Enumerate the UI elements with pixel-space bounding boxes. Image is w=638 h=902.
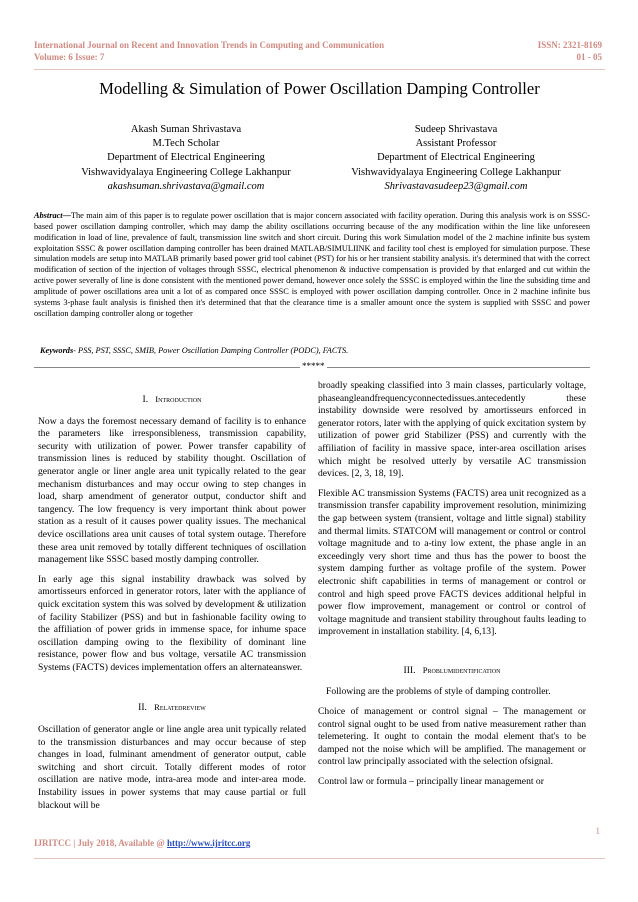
author-college: Vishwavidyalaya Engineering College Lakhanpur [351, 166, 561, 178]
abstract-label: Abstract [34, 211, 63, 220]
paper-title: Modelling & Simulation of Power Oscillation Damping Controller [99, 79, 540, 98]
section-heading-introduction: I. Introduction [142, 394, 202, 405]
paragraph: Now a days the foremost necessary demand of facility is to enhance the parameters like irresponsibleness, transmission capability, security with utilization of power. Power transfer capability of transmission lines is reduced by stability thought. Oscillation of generator angle or liner angle area unit typically related to the gear mechanism disturbances and may occur owing to step changes in load, sharp amendment of generator output, conductor shift and tangency. The low frequency is very important think about power station as a result of it causes power quality issues. The mechanical device oscillations area unit causes of total system outage. Therefore these area unit removed by totally different techniques of oscillation management like SSSC based mostly damping controller. [38, 415, 306, 566]
footer [34, 838, 250, 848]
author-college: Vishwavidyalaya Engineering College Lakhanpur [81, 166, 291, 178]
paragraph: Control law or formula – principally linear management or [318, 776, 544, 788]
journal-volume: Volume: 6 Issue: 7 [34, 52, 105, 62]
paragraph: Oscillation of generator angle or line angle area unit typically related to the transmission disturbances and may occur because of step changes in load, fulminant amendment of generator output, cable switching and short circuit. Totally different modes of rotor oscillation are native mode, intra-area mode and inter-area mode. Instability issues in power systems that may cause partial or full blackout will be [38, 724, 306, 811]
left-column [38, 393, 306, 819]
header-rule [34, 69, 605, 70]
abstract-text: The main aim of this paper is to regulate power oscillation that is major concern associated with facility operation. During this analysis work is on SSSC-based power oscillation damping controller, which may damp the ability oscillations occurring because of the any modification within the line like unforeseen modification in load of line, prevalence of fault, transmission line switch and short circuit. During this work Simulation model of the 2 machine infinite bus system exploitation SSSC & power oscillation damping controller has been drained MATLAB/SIMULIINK and facility tool chest is employed for simulation purpose. These simulation models are setup into MATLAB primarily based power grid tool cabinet (PST) for his or her transient stability analysis. it's determined that with the correct modification of section of the injection of voltages through SSSC, electrical phenomenon & inductive compensation is provided by that enlarged and cut within the active power severally of line is done consistent with the mentioned power demand, however once solely the SSSC is employed within the line the subsiding time and amplitude of power oscillations area unit a lot of as compared once SSSC is employed with power oscillation damping controller. Once in 2 machine infinite bus systems 3-phase fault analysis is finished then it's determined that that the clearance time is a smaller amount once the system is supplied with SSSC and power oscillation damping controller along or together [34, 211, 590, 318]
paragraph: Flexible AC transmission Systems (FACTS) area unit recognized as a transmission transfer capability improvement resolution, minimizing the gap between system (transient, voltage and little signal) stability and thermal limits. STATCOM will management or control or control voltage magnitude and to a-tiny low extent, the phase angle in an exceedingly very short time and thus has the power to boost the system damping further as voltage profile of the system. Power electronic shift capabilities in terms of management or control or control and high speed prove FACTS devices additional helpful in power flow improvement, management or control or control of voltage magnitude and transient stability throughout faults leading to improvement in installation stability. [4, 6,13]. [318, 487, 586, 638]
paragraph: broadly speaking classified into 3 main classes, particularly voltage, phaseangleandfrequencyconnectedissues.antecedently these instability downside were resolved by amortisseurs enforced in generator rotors, later with the applying of quick excitation system by utilization of power grid Stabilizer (PSS) and currently with the affiliation of facility in massive space, inter-area oscillation arises which might be resolved utterly by versatile AC transmission devices. [2, 3, 18, 19]. [318, 380, 586, 480]
footer-text: IJRITCC | July 2018, Available @ [34, 838, 167, 848]
author-role: M.Tech Scholar [152, 138, 220, 150]
separator-stars: ***** [302, 361, 325, 371]
paragraph: In early age this signal instability drawback was solved by amortisseurs enforced in generator rotors, later with the appliance of quick excitation system this was solved by development & utilization of facility Stabilizer (PSS) and but in fashionable facility owing to the affiliation of power grids in immense space, for inhume space oscillation damping owing to the flexibility of dominant line resistance, power flow and bus voltage, versatile AC transmission Systems (FACTS) devices implementation offers an alternateanswer. [38, 573, 306, 673]
journal-issn: ISSN: 2321-8169 [537, 40, 602, 50]
abstract [34, 211, 590, 319]
author-email: Shrivastavasudeep23@gmail.com [384, 180, 528, 192]
author-role: Assistant Professor [415, 138, 497, 150]
paragraph: Choice of management or control signal – The management or control signal ought to be used from native measurement rather than telemetering. It ought to contain the modal element that's to be damped not the noise which will be amplified. The management or control law principally associated with the selection ofsignal. [318, 706, 586, 768]
keywords-label: Keywords- [40, 346, 76, 355]
author-name: Akash Suman Shrivastava [130, 124, 242, 135]
paragraph: Following are the problems of style of damping controller. [326, 686, 551, 698]
author-dept: Department of Electrical Engineering [377, 152, 535, 164]
author-block-2 [331, 123, 581, 194]
keywords [40, 346, 348, 355]
journal-name: International Journal on Recent and Innovation Trends in Computing and Communication [34, 40, 385, 50]
footer-rule [34, 858, 605, 859]
section-heading-problem-identification: III. Problumidentification [403, 664, 501, 676]
footer-link[interactable]: http://www.ijritcc.org [166, 838, 251, 848]
author-dept: Department of Electrical Engineering [107, 152, 265, 164]
abstract-dash: — [62, 211, 71, 220]
page-number: 1 [595, 826, 600, 836]
keywords-text: PSS, PST, SSSC, SMIB, Power Oscillation Damping Controller (PODC), FACTS. [78, 346, 349, 355]
journal-pages: 01 - 05 [576, 52, 602, 62]
author-block-1 [61, 123, 311, 194]
author-email: akashsuman.shrivastava@gmail.com [107, 180, 265, 192]
right-column [318, 380, 586, 796]
section-heading-relatedreview: II. Relatedreview [138, 702, 206, 714]
author-name: Sudeep Shrivastava [414, 124, 498, 135]
